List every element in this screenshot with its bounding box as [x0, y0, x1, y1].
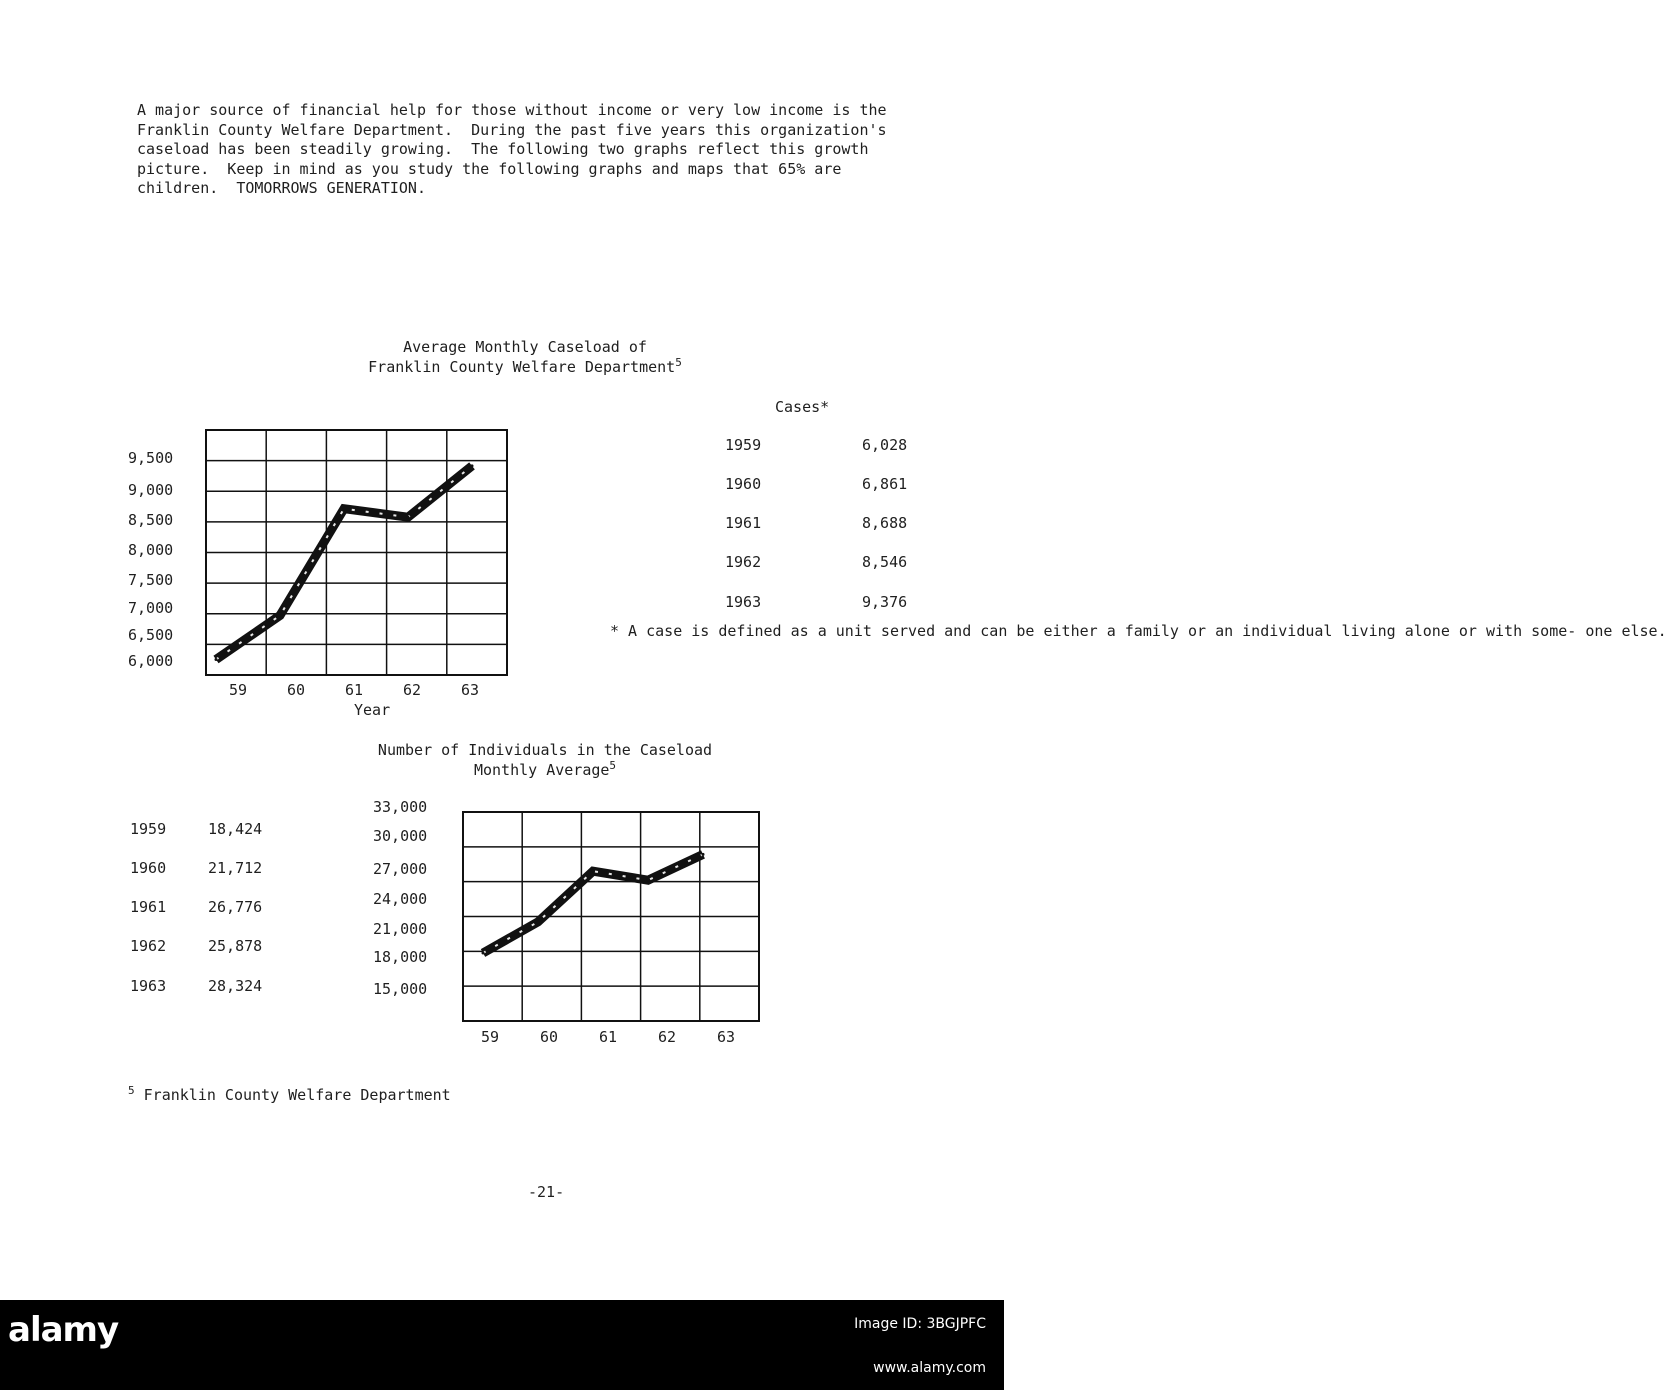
intro-line: Franklin County Welfare Department. During the past five years this organization's: [137, 120, 887, 139]
chart2-table-year: 1962: [130, 937, 167, 955]
watermark-footer-bar: [0, 1300, 1004, 1390]
chart1-x-tick-label: 59: [229, 681, 248, 699]
chart1-y-tick-label: 8,500: [128, 511, 174, 529]
chart2-table-year: 1963: [130, 977, 167, 995]
chart1-y-tick-label: 7,500: [128, 571, 174, 589]
chart1-table-year: 1960: [725, 475, 762, 493]
chart2-data-point: [702, 853, 705, 856]
chart2-series-line: [483, 854, 703, 953]
chart1-table-value: 9,376: [862, 593, 908, 611]
chart1-y-tick-label: 6,500: [128, 626, 174, 644]
chart2-table-value: 21,712: [208, 859, 263, 877]
source-note-text: Franklin County Welfare Department: [143, 1086, 451, 1104]
chart1-x-tick-label: 60: [287, 681, 306, 699]
chart2-y-tick-label: 27,000: [373, 860, 428, 878]
chart1-x-tick-label: 61: [345, 681, 364, 699]
chart1-table-year: 1962: [725, 553, 762, 571]
chart2-table-year: 1961: [130, 898, 167, 916]
chart2-x-tick-label: 61: [599, 1028, 618, 1046]
chart2-table-year: 1959: [130, 820, 167, 838]
page-number: -21-: [528, 1183, 565, 1201]
chart2-title-line2: Monthly Average: [473, 761, 610, 779]
chart1-table-year: 1961: [725, 514, 762, 532]
chart2-y-tick-label: 18,000: [373, 948, 428, 966]
chart1-data-point: [407, 516, 410, 519]
chart2-y-tick-label: 24,000: [373, 890, 428, 908]
intro-line: caseload has been steadily growing. The following two graphs reflect this growth: [137, 140, 869, 159]
chart2-title-footnote-mark: 5: [609, 759, 617, 772]
chart2-table-year: 1960: [130, 859, 167, 877]
chart1-table-year: 1963: [725, 593, 762, 611]
chart1-x-tick-label: 63: [461, 681, 480, 699]
chart1-table-value: 8,546: [862, 553, 908, 571]
chart1-x-axis-title: Year: [354, 701, 391, 719]
intro-line: picture. Keep in mind as you study the following graphs and maps that 65% are: [137, 159, 842, 178]
chart1-title-line1: Average Monthly Caseload of: [403, 338, 647, 356]
chart1-series-line: [216, 466, 472, 660]
chart1-y-tick-label: 9,500: [128, 449, 174, 467]
alamy-logo: alamy: [8, 1310, 119, 1350]
chart2-x-tick-label: 59: [481, 1028, 500, 1046]
chart2-data-point: [482, 952, 485, 955]
chart1-y-tick-label: 9,000: [128, 481, 174, 499]
source-note-mark: 5: [128, 1084, 135, 1097]
chart2-x-tick-label: 60: [540, 1028, 559, 1046]
chart1-y-tick-label: 7,000: [128, 599, 174, 617]
chart2-table-value: 25,878: [208, 937, 263, 955]
chart2-y-tick-label: 21,000: [373, 920, 428, 938]
chart1-y-tick-label: 6,000: [128, 652, 174, 670]
chart1-y-tick-label: 8,000: [128, 541, 174, 559]
intro-line: A major source of financial help for those without income or very low income is the: [137, 101, 887, 119]
chart2-data-point: [647, 879, 650, 882]
footnote-line: * A case is defined as a unit served: [610, 622, 936, 640]
chart2-table-value: 28,324: [208, 977, 263, 995]
chart1-table-value: 6,861: [862, 475, 908, 493]
chart2-data-point: [592, 870, 595, 873]
footnote-line: individual living alone or with some-: [1242, 622, 1577, 640]
chart2-table-value: 26,776: [208, 898, 263, 916]
footnote-line: and can be either a family or an: [944, 622, 1234, 640]
chart1-x-tick-label: 62: [403, 681, 422, 699]
chart1-data-point: [471, 464, 474, 467]
chart2-table-value: 18,424: [208, 820, 263, 838]
source-note: [128, 1086, 451, 1104]
chart1-data-point: [343, 507, 346, 510]
chart1-table-year: 1959: [725, 436, 762, 454]
chart1-data-point: [215, 658, 218, 661]
alamy-url: www.alamy.com: [873, 1360, 986, 1376]
cases-header: Cases*: [775, 398, 830, 416]
chart1-title-footnote-mark: 5: [675, 356, 682, 369]
chart2-data-point: [537, 920, 540, 923]
chart2-y-tick-label: 30,000: [373, 827, 428, 845]
chart1-title-line2: Franklin County Welfare Department: [368, 358, 676, 376]
intro-line: children. TOMORROWS GENERATION.: [137, 179, 426, 198]
chart1-table-value: 6,028: [862, 436, 908, 454]
footnote-line: one else.: [1585, 622, 1667, 640]
image-id-label: Image ID: 3BGJPFC: [854, 1316, 986, 1332]
chart2-x-tick-label: 62: [658, 1028, 677, 1046]
chart1-table-value: 8,688: [862, 514, 908, 532]
chart1-data-point: [279, 614, 282, 617]
chart2-title-line1: Number of Individuals in the Caseload: [377, 741, 713, 759]
chart2-y-tick-label: 33,000: [373, 798, 428, 816]
chart2-y-tick-label: 15,000: [373, 980, 428, 998]
chart2-x-tick-label: 63: [717, 1028, 736, 1046]
